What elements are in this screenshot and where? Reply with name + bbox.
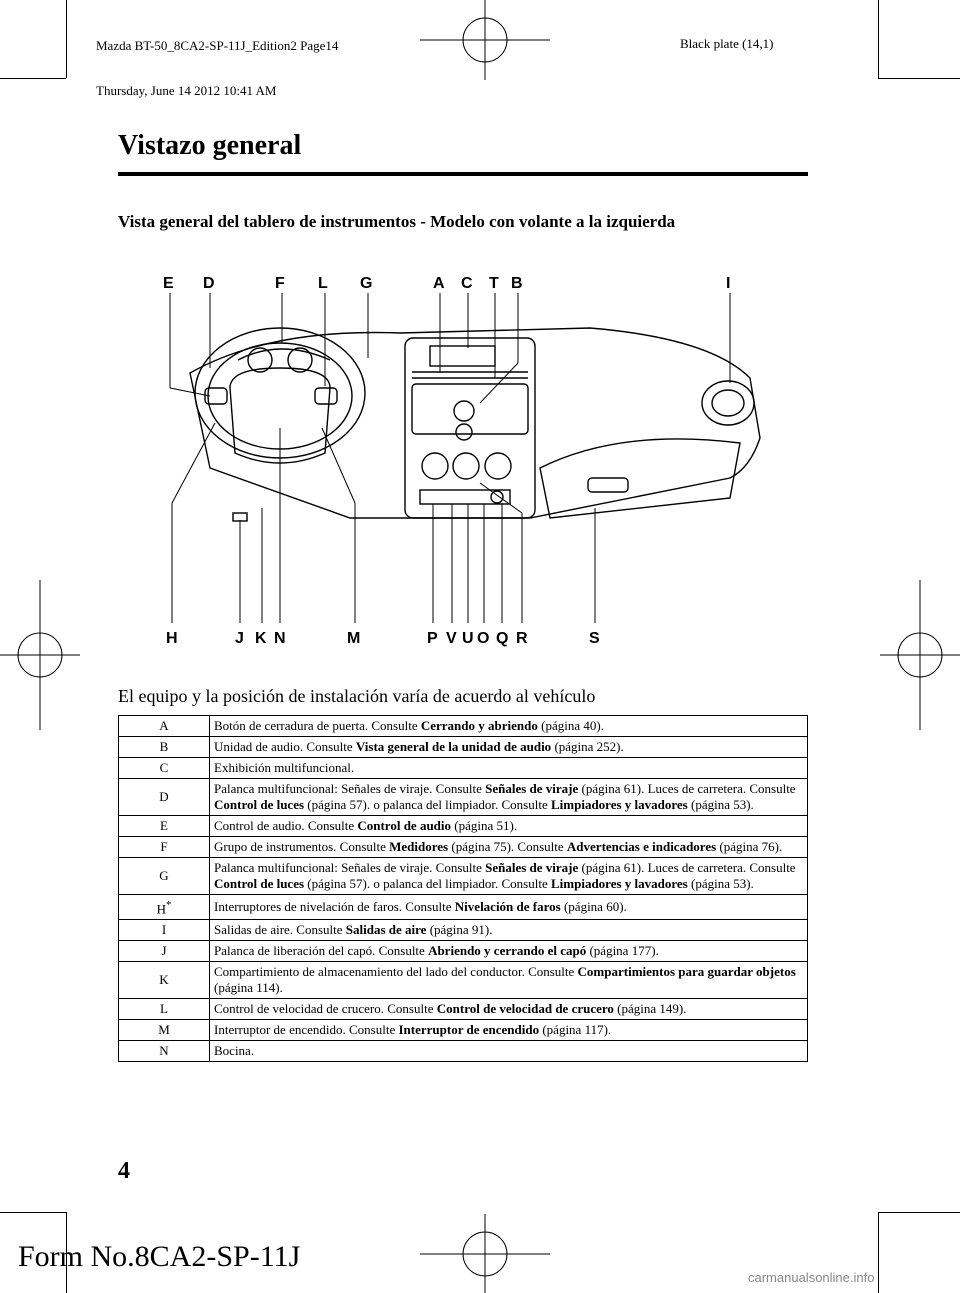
crop-mark — [878, 1212, 879, 1293]
power-outlet — [491, 491, 503, 503]
diagram-caption: El equipo y la posición de instalación varía de acuerdo al vehículo — [118, 686, 596, 706]
item-text: Grupo de instrumentos. Consulte — [214, 839, 390, 854]
label-K: K — [255, 630, 267, 647]
item-text: Bocina. — [214, 1043, 255, 1059]
item-text: Control de velocidad de crucero. Consulte — [214, 1001, 437, 1017]
item-text: Palanca multifuncional: Señales de viraje. Consulte — [214, 781, 486, 796]
item-reference: Control de luces — [214, 797, 305, 812]
label-F: F — [275, 275, 285, 292]
item-text: (página 252). — [551, 739, 624, 754]
item-text: Botón de cerradura de puerta. Consulte — [214, 718, 421, 733]
item-key-letter: N — [159, 1043, 169, 1059]
item-text: (página 75). Consulte — [448, 839, 567, 854]
table-row — [119, 962, 808, 999]
item-text: (página 149). — [613, 1001, 687, 1017]
label-D: D — [203, 275, 215, 292]
item-key — [119, 1041, 210, 1062]
item-description — [210, 1041, 808, 1062]
table-row — [119, 920, 808, 941]
item-text: (página 61). Luces de carretera. Consulte — [578, 781, 796, 796]
item-key-letter: H — [156, 901, 166, 917]
label-E: E — [163, 275, 174, 292]
air-vent — [702, 381, 754, 425]
item-description — [210, 858, 808, 895]
registration-mark-right — [880, 580, 960, 730]
climate-knob-1 — [422, 453, 448, 479]
table-row — [119, 758, 808, 779]
crop-mark — [878, 0, 879, 78]
item-key-letter: B — [159, 739, 169, 754]
table-row — [119, 816, 808, 837]
crop-mark — [878, 78, 960, 79]
crop-mark — [0, 1212, 66, 1213]
item-key-letter: D — [159, 789, 169, 804]
item-reference: Señales de viraje — [485, 860, 579, 875]
registration-mark-top — [420, 0, 550, 80]
item-reference: Limpiadores y lavadores — [550, 876, 688, 891]
item-description — [210, 837, 808, 858]
table-row — [119, 999, 808, 1020]
crop-mark — [0, 78, 66, 79]
item-key — [119, 999, 210, 1020]
climate-knob-3 — [485, 453, 511, 479]
print-header — [96, 8, 338, 113]
item-text: Exhibición multifuncional. — [214, 760, 355, 775]
label-M: M — [347, 630, 361, 647]
label-S: S — [589, 630, 600, 647]
item-key-letter: L — [160, 1001, 168, 1017]
climate-knob-2 — [453, 453, 479, 479]
wheel-right-switch — [315, 388, 337, 404]
item-key — [119, 737, 210, 758]
plate-label: Black plate (14,1) — [680, 36, 774, 51]
print-header-line1: Mazda BT-50_8CA2-SP-11J_Edition2 Page14 — [96, 38, 339, 53]
item-key — [119, 941, 210, 962]
item-reference: Salidas de aire — [345, 922, 427, 938]
item-text: (página 40). — [537, 718, 604, 733]
switch-panel — [420, 490, 510, 504]
item-text: (página 91). — [426, 922, 493, 938]
item-reference: Control de velocidad de crucero — [436, 1001, 614, 1017]
item-text: Compartimiento de almacenamiento del lado del conductor. Consulte — [214, 964, 578, 980]
item-reference: Cerrando y abriendo — [420, 718, 538, 733]
label-R: R — [516, 630, 528, 647]
item-text: (página 57). o palanca del limpiador. Consulte — [304, 876, 551, 891]
item-reference: Advertencias e indicadores — [566, 839, 717, 854]
item-text: (página 53). — [687, 797, 754, 812]
registration-mark-bottom — [420, 1214, 550, 1293]
item-description — [210, 920, 808, 941]
item-key-footnote: * — [165, 899, 172, 911]
label-H: H — [166, 630, 178, 647]
table-row — [119, 895, 808, 920]
crop-mark — [66, 0, 67, 78]
item-text: Palanca multifuncional: Señales de viraje. Consulte — [214, 860, 486, 875]
item-text: (página 177). — [586, 943, 659, 959]
item-key-letter: E — [160, 818, 168, 833]
item-description — [210, 737, 808, 758]
item-reference: Control de audio — [357, 818, 452, 833]
item-text: (página 114). — [214, 980, 283, 996]
item-key — [119, 779, 210, 816]
item-key — [119, 758, 210, 779]
item-key — [119, 858, 210, 895]
label-N: N — [274, 630, 286, 647]
item-text: (página 76). — [716, 839, 783, 854]
table-row — [119, 737, 808, 758]
table-row — [119, 1041, 808, 1062]
label-T: T — [489, 275, 499, 292]
title-rule — [118, 172, 808, 176]
label-U: U — [462, 630, 474, 647]
form-number: Form No.8CA2-SP-11J — [18, 1240, 301, 1273]
item-key — [119, 837, 210, 858]
diagram-title: Vista general del tablero de instrumentos - Modelo con volante a la izquierda — [118, 212, 676, 231]
item-text: (página 53). — [687, 876, 754, 891]
item-description — [210, 999, 808, 1020]
label-B: B — [511, 275, 523, 292]
label-G: G — [360, 275, 373, 292]
item-text: Palanca de liberación del capó. Consulte — [214, 943, 429, 959]
item-text: Interruptores de nivelación de faros. Consulte — [214, 899, 455, 915]
item-key — [119, 816, 210, 837]
item-text: (página 51). — [451, 818, 518, 833]
label-L: L — [318, 275, 328, 292]
print-header-line2: Thursday, June 14 2012 10:41 AM — [96, 83, 277, 98]
table-row — [119, 779, 808, 816]
section-title: Vistazo general — [118, 130, 302, 161]
dashboard-diagram — [150, 268, 780, 658]
item-reference: Abriendo y cerrando el capó — [428, 943, 587, 959]
item-description — [210, 962, 808, 999]
crop-mark — [878, 1212, 960, 1213]
item-key-letter: A — [159, 718, 169, 733]
item-description — [210, 1020, 808, 1041]
item-text: Interruptor de encendido. Consulte — [214, 1022, 399, 1038]
table-row — [119, 716, 808, 737]
item-key-letter: K — [159, 972, 169, 988]
label-C: C — [461, 275, 473, 292]
table-row — [119, 941, 808, 962]
item-reference: Medidores — [389, 839, 449, 854]
label-O: O — [477, 630, 490, 647]
label-P: P — [427, 630, 438, 647]
item-text: (página 57). o palanca del limpiador. Consulte — [304, 797, 551, 812]
audio-knob-lower — [456, 424, 472, 440]
item-description — [210, 758, 808, 779]
item-reference: Interruptor de encendido — [398, 1022, 540, 1038]
item-text: Salidas de aire. Consulte — [214, 922, 346, 938]
item-text: (página 60). — [560, 899, 627, 915]
hood-release — [233, 513, 247, 521]
item-key — [119, 962, 210, 999]
dash-lower-panel — [540, 439, 740, 518]
item-reference: Señales de viraje — [485, 781, 579, 796]
item-text: (página 117). — [539, 1022, 612, 1038]
label-Q: Q — [496, 630, 509, 647]
item-key-letter: M — [158, 1022, 170, 1038]
item-description — [210, 779, 808, 816]
item-key — [119, 895, 210, 920]
label-I: I — [726, 275, 731, 292]
label-A: A — [433, 275, 445, 292]
label-J: J — [235, 630, 244, 647]
item-reference: Vista general de la unidad de audio — [355, 739, 552, 754]
registration-mark-left — [0, 580, 80, 730]
item-key-letter: C — [159, 760, 169, 775]
item-key — [119, 1020, 210, 1041]
item-description — [210, 895, 808, 920]
table-row — [119, 837, 808, 858]
item-key-letter: I — [161, 922, 167, 938]
glove-box-handle — [588, 478, 628, 492]
label-V: V — [446, 630, 457, 647]
item-reference: Limpiadores y lavadores — [550, 797, 688, 812]
page-number: 4 — [118, 1158, 130, 1184]
item-description — [210, 941, 808, 962]
item-reference: Control de luces — [214, 876, 305, 891]
item-key — [119, 920, 210, 941]
watermark: carmanualsonline.info — [748, 1270, 875, 1285]
table-row — [119, 858, 808, 895]
item-text: (página 61). Luces de carretera. Consulte — [578, 860, 796, 875]
item-text: Unidad de audio. Consulte — [214, 739, 356, 754]
item-key-letter: F — [160, 839, 168, 854]
table-row — [119, 1020, 808, 1041]
item-reference: Nivelación de faros — [454, 899, 561, 915]
item-text: Control de audio. Consulte — [214, 818, 358, 833]
item-description — [210, 716, 808, 737]
item-reference: Compartimientos para guardar objetos — [577, 964, 796, 980]
item-key — [119, 716, 210, 737]
item-description — [210, 816, 808, 837]
item-key-letter: G — [159, 868, 169, 883]
items-table — [118, 715, 808, 1062]
item-key-letter: J — [161, 943, 167, 959]
audio-knob — [454, 401, 474, 421]
